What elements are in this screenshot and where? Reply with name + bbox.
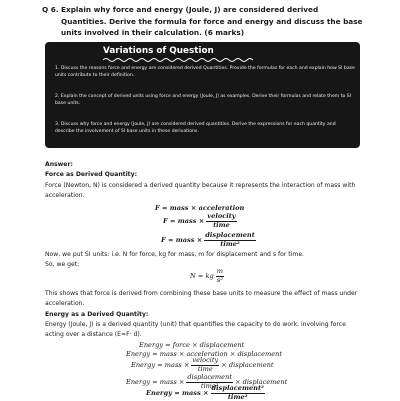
question-text-wrap (45, 4, 365, 39)
force-heading: Force as Derived Quantity: (45, 171, 138, 178)
energy-equation-4: Energy = mass × $\frac{\text{displacement}}{\text{time²}}$ × displacement (126, 373, 288, 390)
question-text: Explain why force and energy (Joule, J) are considered derived Quantities. Derive the formula for force and energy and discuss the base units involved in their calculation. (61, 5, 363, 37)
fraction: $\frac{\text{velocity}}{\text{time}}$ (192, 356, 219, 373)
fraction: $\frac{\text{displacement²}}{\text{time²}}$ (211, 384, 264, 401)
energy-equation-1: Energy = force × displacement (139, 341, 245, 349)
energy-equation-3: Energy = mass × $\frac{\text{velocity}}{\text{time}}$ × displacement (131, 356, 274, 373)
si-units-text: Now, we put SI units: i.e. N for force, kg for mass, m for displacement and s for time. (45, 251, 304, 258)
force-intro: Force (Newton, N) is considered a derived quantity because it represents the interaction of mass with acceleration. (45, 182, 356, 199)
energy-equation-5: Energy = mass × $\frac{\text{displacement²}}{\text{time²}}$ (146, 384, 264, 401)
wavy-underline-icon (103, 57, 253, 63)
unit-equation: N = kg $\frac{m}{\text{s²}}$ (190, 267, 223, 284)
variations-box (45, 42, 360, 148)
energy-equation-2: Energy = mass × acceleration × displacement (126, 350, 283, 358)
question-marks: (6 marks) (204, 28, 245, 37)
fraction: $\frac{\text{displacement}}{\text{time²}}$ (187, 373, 232, 390)
force-equation-2: F = mass × $\frac{\text{velocity}}{\text{time}}$ (163, 212, 236, 229)
fraction: $\frac{\text{displacement}}{\text{time²}}$ (205, 231, 255, 248)
energy-heading: Energy as a Derived Quantity: (45, 311, 149, 318)
force-equation-3: F = mass × $\frac{\text{displacement}}{\text{time²}}$ (161, 231, 255, 248)
question-number: Q 6. (42, 5, 59, 14)
so-text: So, we get: (45, 261, 80, 268)
variation-item: 1. Discuss the reasons force and energy are considered derived Quantities. Provide the formulas for each and explain how SI base units contribute to their definition. (55, 66, 355, 79)
question-block (42, 4, 365, 39)
force-equation-1: F = mass × acceleration (155, 204, 245, 212)
fraction: $\frac{m}{\text{s²}}$ (216, 267, 223, 284)
variation-item: 3. Discuss why force and energy (Joule, J) are considered derived quantities. Derive the expressions for each quantity and describe the involvement of SI base units in these derivations. (55, 122, 336, 135)
variations-title: Variations of Question (103, 46, 214, 56)
answer-heading: Answer: (45, 161, 73, 168)
force-conclusion: This shows that force is derived from combining these base units to measure the effect of mass under acceleration. (45, 290, 358, 307)
fraction: $\frac{\text{velocity}}{\text{time}}$ (207, 212, 236, 229)
variation-item: 2. Explain the concept of derived units using force and energy (Joule, J) as examples. Derive their formulas and relate them to SI base units. (55, 94, 352, 107)
energy-intro: Energy (Joule, J) is a derived quantity (unit) that quantifies the capacity to do work, involving force acting over a distance (E=F· d). (45, 321, 346, 338)
